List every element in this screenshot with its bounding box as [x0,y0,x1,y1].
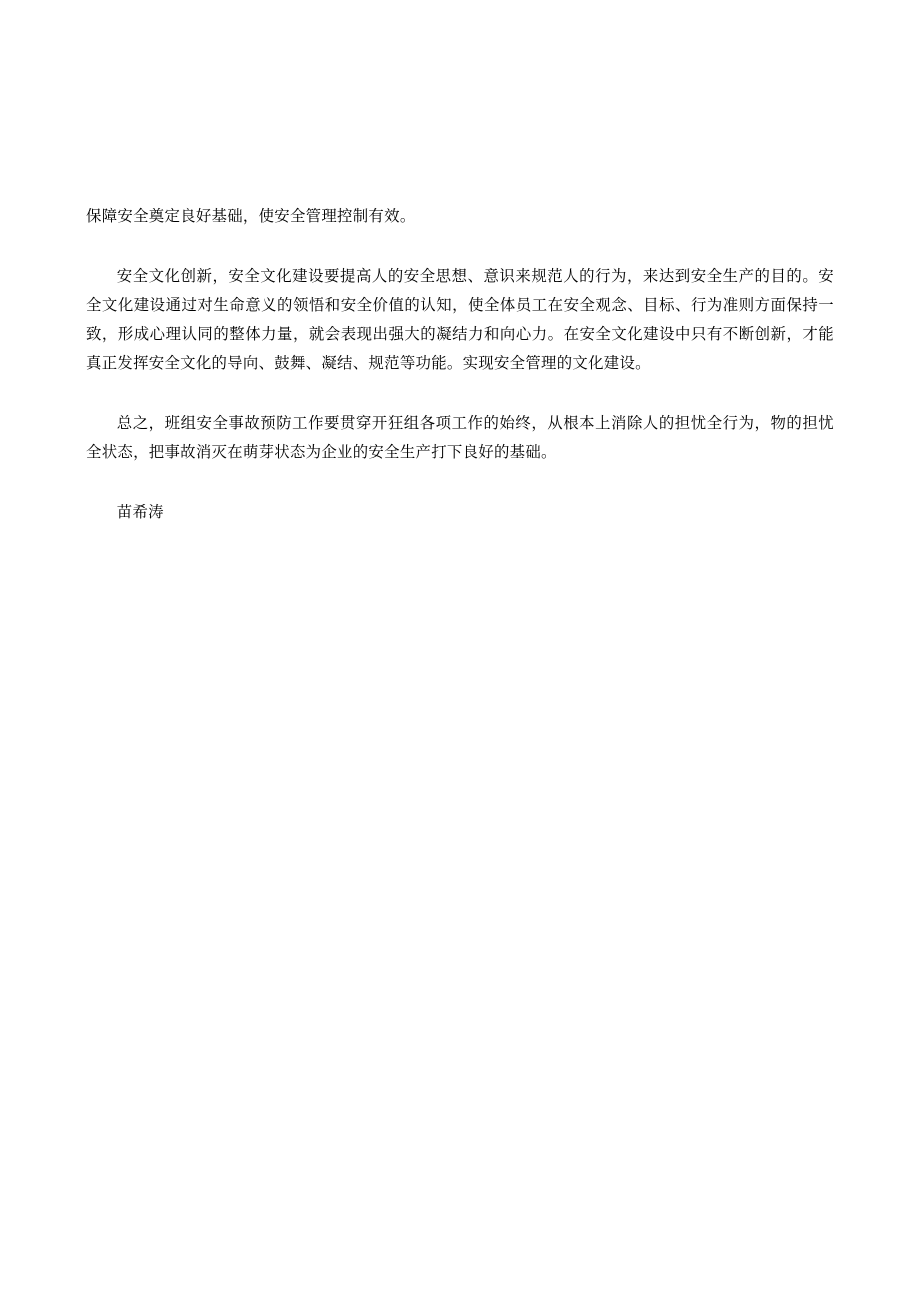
paragraph-conclusion: 总之，班组安全事故预防工作要贯穿开狂组各项工作的始终，从根本上消除人的担忧全行为，物的担忧全状态，把事故消灭在萌芽状态为企业的安全生产打下良好的基础。 [86,414,834,461]
paragraph-continuation: 保障安全奠定良好基础，使安全管理控制有效。 [86,207,416,225]
author-signature: 苗希涛 [116,503,164,521]
paragraph-safety-culture-innovation: 安全文化创新，安全文化建设要提高人的安全思想、意识来规范人的行为，来达到安全生产的目的。安全文化建设通过对生命意义的领悟和安全价值的认知，使全体员工在安全观念、目标、行为准则方面保持一致，形成心理认同的整体力量，就会表现出强大的凝结力和向心力。在安全文化建设中只有不断创新，才能真正发挥安全文化的导向、鼓舞、凝结、规范等功能。实现安全管理的文化建设。 [86,267,834,372]
document-body [86,202,834,527]
